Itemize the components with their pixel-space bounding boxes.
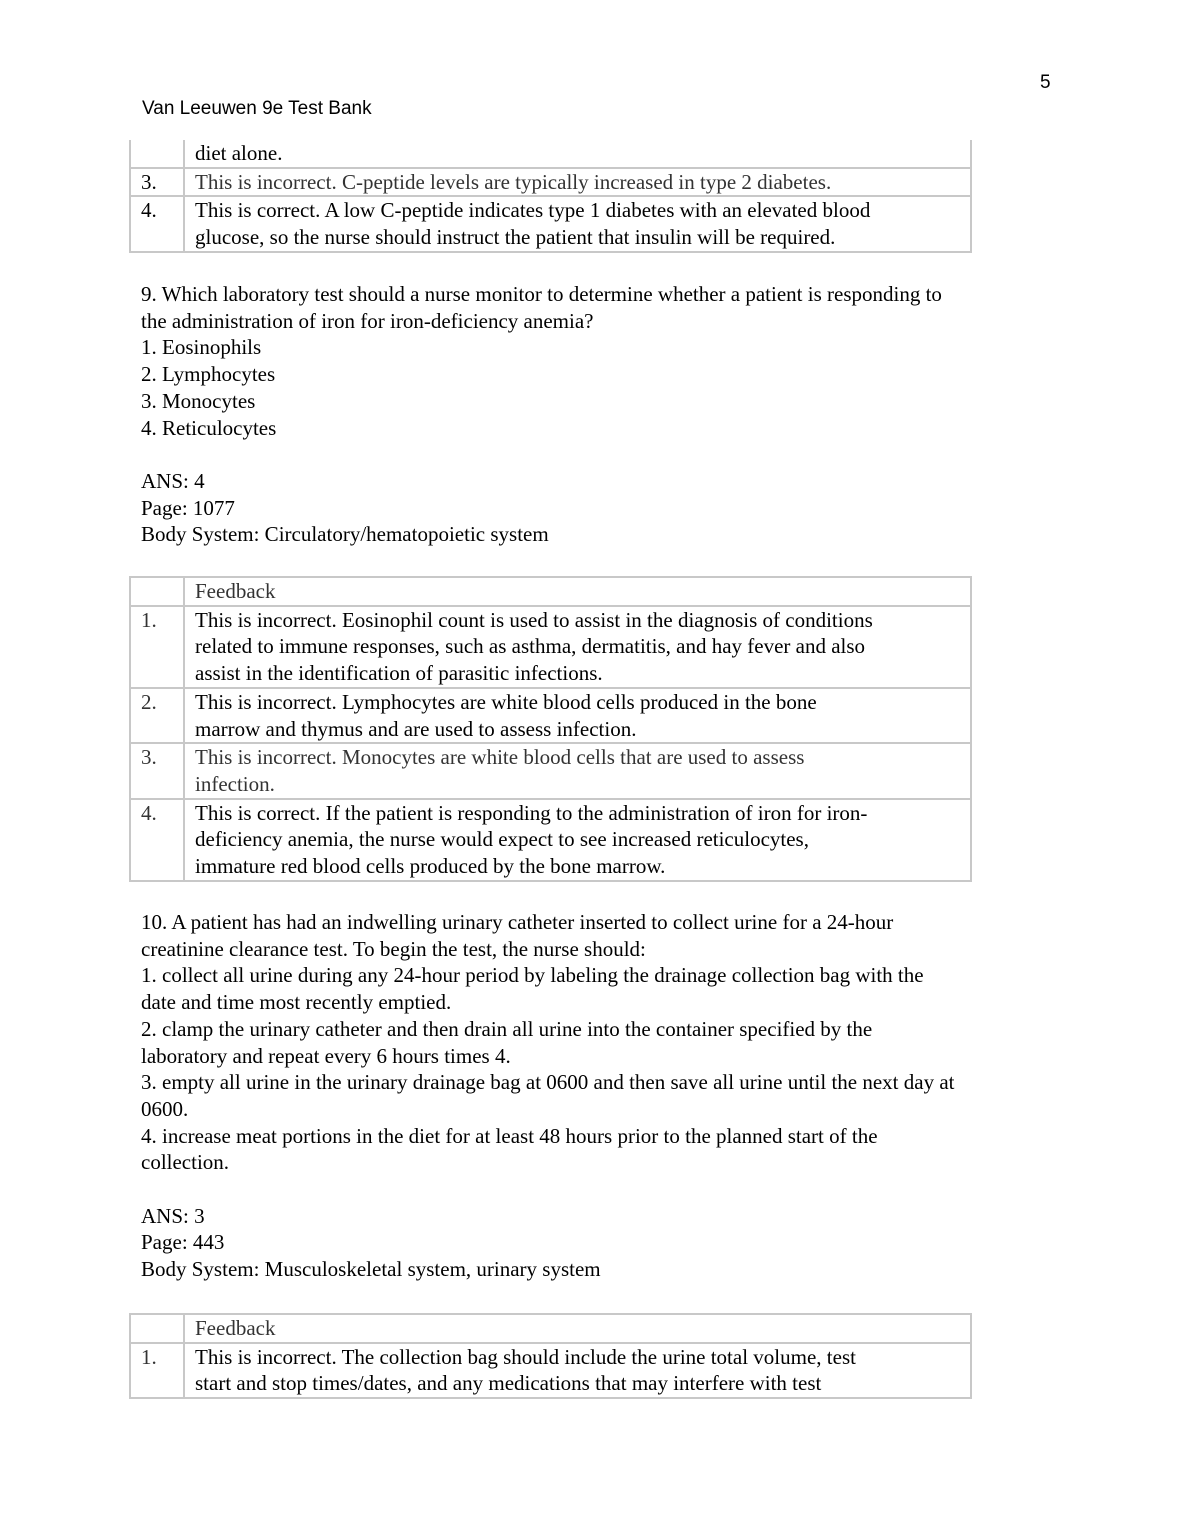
row-number: 1. <box>130 1343 184 1398</box>
answer-option: 4. Reticulocytes <box>141 415 277 440</box>
page-number: 5 <box>1040 72 1051 93</box>
body-system: Body System: Musculoskeletal system, urinary system <box>141 1257 601 1282</box>
table-header-row <box>130 1314 971 1343</box>
row-number: 4. <box>130 196 184 251</box>
answer-option: 3. empty all urine in the urinary drainage bag at 0600 and then save all urine until the next day at 0600. <box>141 1070 955 1121</box>
row-number: 4. <box>130 799 184 881</box>
answer-option: 1. collect all urine during any 24-hour period by labeling the drainage collection bag with the date and time most recently emptied. <box>141 963 924 1015</box>
table-row <box>130 743 971 798</box>
table-row <box>130 606 971 688</box>
answer-option: 3. Monocytes <box>141 388 256 413</box>
answer-option: 2. clamp the urinary catheter and then drain all urine into the container specified by the laboratory and repeat every 6 hours times 4. <box>141 1016 873 1068</box>
row-number: 1. <box>130 606 184 688</box>
table-row <box>130 799 971 881</box>
row-feedback <box>184 743 971 798</box>
feedback-line: This is incorrect. Monocytes are white blood cells that are used to assess <box>195 745 805 770</box>
answer-option: 2. Lymphocytes <box>141 362 276 387</box>
feedback-line: This is incorrect. Eosinophil count is used to assist in the diagnosis of conditions <box>195 607 873 632</box>
feedback-header: Feedback <box>184 1314 971 1343</box>
body-system: Body System: Circulatory/hematopoietic system <box>141 522 549 547</box>
answer-key: ANS: 4 <box>141 468 205 493</box>
answer-key: ANS: 3 <box>141 1203 205 1228</box>
row-number: 3. <box>130 168 184 197</box>
page-reference: Page: 1077 <box>141 495 235 520</box>
answer-option: 4. increase meat portions in the diet for at least 48 hours prior to the planned start of the collection. <box>141 1123 878 1175</box>
feedback-line: This is correct. If the patient is responding to the administration of iron for iron- <box>195 800 868 825</box>
feedback-table-q9 <box>129 576 972 882</box>
feedback-line: infection. <box>195 771 275 796</box>
row-feedback <box>184 688 971 743</box>
feedback-line: This is incorrect. The collection bag should include the urine total volume, test <box>195 1344 856 1369</box>
row-number <box>130 140 184 168</box>
feedback-line: immature red blood cells produced by the bone marrow. <box>195 854 666 879</box>
question-stem: 9. Which laboratory test should a nurse monitor to determine whether a patient is responding to <box>141 282 942 306</box>
page-reference: Page: 443 <box>141 1230 225 1255</box>
row-number: 3. <box>130 743 184 798</box>
feedback-line: deficiency anemia, the nurse would expect to see increased reticulocytes, <box>195 827 809 852</box>
row-feedback <box>184 799 971 881</box>
table-row <box>130 688 971 743</box>
question-10 <box>141 909 1061 1283</box>
table-row <box>130 140 971 168</box>
row-feedback: diet alone. <box>184 140 971 168</box>
feedback-line: assist in the identification of parasitic infections. <box>195 661 603 686</box>
row-number: 2. <box>130 688 184 743</box>
question-stem: the administration of iron for iron-deficiency anemia? <box>141 308 594 333</box>
feedback-line: marrow and thymus and are used to assess infection. <box>195 716 637 741</box>
row-feedback <box>184 606 971 688</box>
feedback-line: This is incorrect. Lymphocytes are white blood cells produced in the bone <box>195 689 817 714</box>
row-feedback <box>184 1343 971 1398</box>
row-feedback <box>184 196 971 251</box>
question-stem: creatinine clearance test. To begin the test, the nurse should: <box>141 936 646 961</box>
answer-option: 1. Eosinophils <box>141 335 262 360</box>
feedback-line: This is correct. A low C-peptide indicates type 1 diabetes with an elevated blood <box>195 198 871 223</box>
table-row <box>130 168 971 197</box>
feedback-line: related to immune responses, such as asthma, dermatitis, and hay fever and also <box>195 634 866 659</box>
table-row <box>130 1343 971 1398</box>
row-feedback: This is incorrect. C-peptide levels are typically increased in type 2 diabetes. <box>184 168 971 197</box>
feedback-table-q10 <box>129 1313 972 1399</box>
table-header-row <box>130 577 971 606</box>
table-row <box>130 196 971 251</box>
running-header: Van Leeuwen 9e Test Bank <box>142 98 372 119</box>
feedback-table-q8-continued <box>129 140 972 253</box>
feedback-line: glucose, so the nurse should instruct the patient that insulin will be required. <box>195 225 836 250</box>
question-9 <box>141 281 1061 548</box>
question-stem: 10. A patient has had an indwelling urinary catheter inserted to collect urine for a 24-hour <box>141 910 894 934</box>
feedback-header: Feedback <box>184 577 971 606</box>
feedback-line: start and stop times/dates, and any medications that may interfere with test <box>195 1371 822 1396</box>
